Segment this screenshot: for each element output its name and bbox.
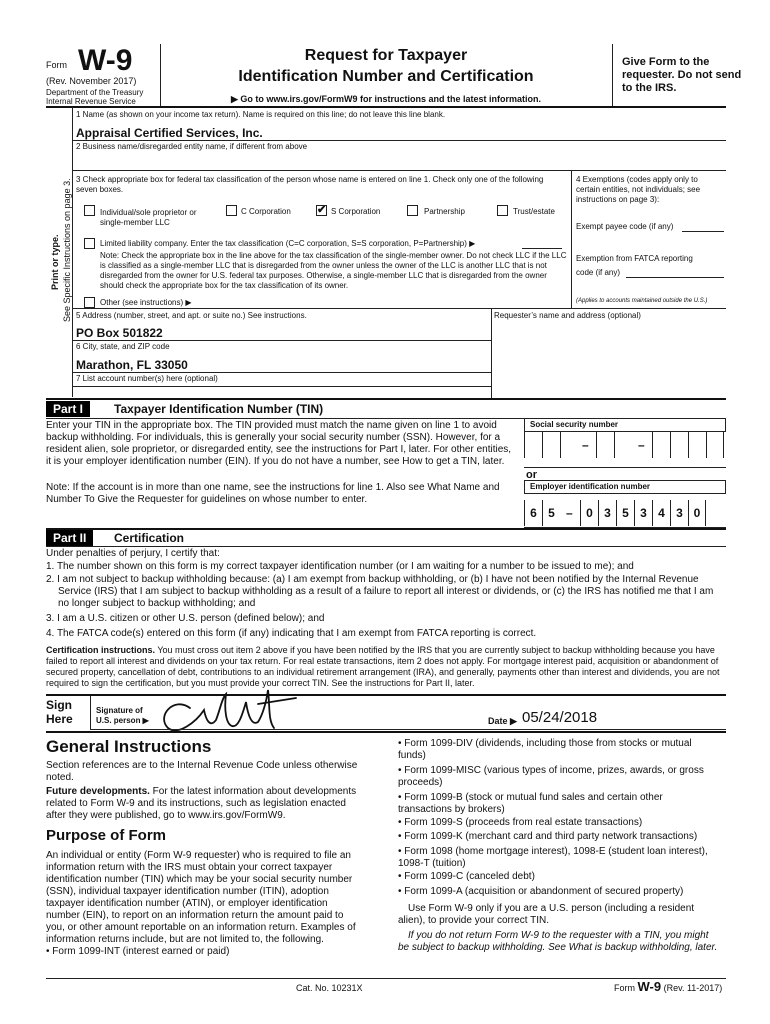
exempt-payee-label: Exempt payee code (if any) bbox=[576, 222, 674, 231]
line3-label: 3 Check appropriate box for federal tax classification of the person whose name is entered on line 1. Check only one of the following seven boxes. bbox=[76, 175, 544, 194]
bullet-1099-div: • Form 1099-DIV (dividends, including those from stocks or mutual funds) bbox=[398, 738, 692, 761]
line1-label: 1 Name (as shown on your income tax return). Name is required on this line; do not leave this line blank. bbox=[76, 110, 446, 119]
bullet-1099-k: • Form 1099-K (merchant card and third party network transactions) bbox=[398, 831, 698, 842]
side-label-print: Print or type. bbox=[50, 234, 60, 290]
cert-instructions: Certification instructions. You must cross out item 2 above if you have been notified by the IRS that you are currently subject to backup withholding because you have failed to report all interest and dividends on your tax return. For real estate transactions, item 2 does not apply. For mortgage interest paid, acquisition or abandonment of secured property, cancellation of debt, contributions to an individual retirement arrangement (IRA), and generally, payments other than interest and dividends, you are not required to sign the certification, but you must provide your correct TIN. See the instructions for Part II, later. bbox=[46, 645, 720, 688]
fatca-code-label: code (if any) bbox=[576, 268, 621, 277]
form-name: W-9 bbox=[78, 44, 133, 77]
ein-digit: 3 bbox=[670, 500, 688, 526]
ein-digit: 3 bbox=[598, 500, 616, 526]
part1-label: Part I bbox=[46, 401, 90, 417]
department: Department of the Treasury bbox=[46, 88, 144, 97]
form-title-line2: Identification Number and Certification bbox=[238, 68, 534, 85]
bullet-1099-c: • Form 1099-C (canceled debt) bbox=[398, 871, 535, 882]
checkbox-c-corp[interactable] bbox=[226, 205, 237, 216]
ein-digit: 5 bbox=[616, 500, 634, 526]
footer-form-id: Form W-9 (Rev. 11-2017) bbox=[614, 979, 723, 994]
ein-digit: 3 bbox=[634, 500, 652, 526]
ein-digit: 0 bbox=[688, 500, 706, 526]
llc-label: Limited liability company. Enter the tax classification (C=C corporation, S=S corporation, P=Partnership) ▶ bbox=[100, 239, 476, 248]
sign-here-label: Sign Here bbox=[46, 698, 73, 726]
ein-dash: – bbox=[566, 506, 573, 520]
llc-tax-class-field[interactable] bbox=[522, 248, 562, 249]
line2-label: 2 Business name/disregarded entity name, if different from above bbox=[76, 142, 308, 151]
option-trust-label: Trust/estate bbox=[513, 207, 555, 216]
instructions-link[interactable]: ▶ Go to www.irs.gov/FormW9 for instructions and the latest information. bbox=[230, 94, 542, 104]
option-individual-label: Individual/sole proprietor or single-member LLC bbox=[100, 208, 197, 227]
checkbox-trust[interactable] bbox=[497, 205, 508, 216]
fatca-label: Exemption from FATCA reporting bbox=[576, 254, 693, 263]
give-form-note: Give Form to the requester. Do not send to the IRS. bbox=[622, 56, 742, 94]
or-label: or bbox=[526, 469, 537, 481]
fatca-applies-note: (Applies to accounts maintained outside the U.S.) bbox=[576, 298, 708, 304]
bullet-1099-int: • Form 1099-INT (interest earned or paid) bbox=[46, 946, 230, 957]
ein-digit: 5 bbox=[542, 500, 560, 526]
ssn-dash: – bbox=[582, 438, 589, 452]
form-prefix: Form bbox=[46, 60, 67, 70]
checkbox-individual[interactable] bbox=[84, 205, 95, 216]
part1-text: Enter your TIN in the appropriate box. The TIN provided must match the name given on line 1 to avoid backup withholding. For individuals, this is generally your social security number (SSN). However, for a resident alien, sole proprietor, or disregarded entity, see the instructions for Part I, later. For other entities, it is your employer identification number (EIN). If you do not have a number, see How to get a TIN, later. bbox=[46, 420, 512, 467]
checkbox-other[interactable] bbox=[84, 297, 95, 308]
checkbox-partnership[interactable] bbox=[407, 205, 418, 216]
ein-digit: 6 bbox=[524, 500, 542, 526]
exempt-payee-field[interactable] bbox=[682, 231, 724, 232]
agency: Internal Revenue Service bbox=[46, 97, 136, 106]
form-title-line1: Request for Taxpayer bbox=[304, 47, 468, 64]
fatca-code-field[interactable] bbox=[626, 277, 724, 278]
ein-digit: 4 bbox=[652, 500, 670, 526]
cert-item-1: 1. The number shown on this form is my correct taxpayer identification number (or I am waiting for a number to be issued to me); and bbox=[46, 561, 634, 572]
bullet-1099-misc: • Form 1099-MISC (various types of income, prizes, awards, or gross proceeds) bbox=[398, 765, 704, 788]
future-developments: Future developments. For the latest information about developments related to Form W-9 and its instructions, such as legislation enacted after they were published, go to www.irs.gov/FormW9. bbox=[46, 786, 357, 821]
bullet-1099-a: • Form 1099-A (acquisition or abandonment of secured property) bbox=[398, 886, 684, 897]
line7-label: 7 List account number(s) here (optional) bbox=[76, 374, 218, 383]
revision: (Rev. November 2017) bbox=[46, 76, 137, 86]
ssn-label: Social security number bbox=[530, 420, 619, 429]
line6-label: 6 City, state, and ZIP code bbox=[76, 342, 170, 351]
city-state-zip-field[interactable]: Marathon, FL 33050 bbox=[76, 358, 188, 372]
bullet-1098: • Form 1098 (home mortgage interest), 1098-E (student loan interest), 1098-T (tuition) bbox=[398, 846, 708, 869]
name-field[interactable]: Appraisal Certified Services, Inc. bbox=[76, 126, 263, 140]
option-s-corp-label: S Corporation bbox=[331, 207, 381, 216]
general-p1: Section references are to the Internal Revenue Code unless otherwise noted. bbox=[46, 760, 358, 783]
ein-digit: 0 bbox=[580, 500, 598, 526]
part2-title: Certification bbox=[114, 531, 185, 545]
cert-item-4: 4. The FATCA code(s) entered on this form (if any) indicating that I am exempt from FATCA reporting is correct. bbox=[46, 628, 537, 639]
line4-label: 4 Exemptions (codes apply only to certain entities, not individuals; see instructions on page 3): bbox=[576, 175, 701, 204]
part1-note: Note: If the account is in more than one name, see the instructions for line 1. Also see What Name and Number To Give the Requester for guidelines on whose number to enter. bbox=[46, 482, 500, 505]
general-instructions-heading: General Instructions bbox=[46, 737, 212, 756]
catalog-number: Cat. No. 10231X bbox=[296, 983, 363, 993]
cert-intro: Under penalties of perjury, I certify that: bbox=[46, 548, 220, 559]
purpose-text: An individual or entity (Form W-9 requester) who is required to file an information return with the IRS must obtain your correct taxpayer identification number (TIN) which may be your social security number (SSN), individual taxpayer identification number (ITIN), adoption taxpayer identification number (ATIN), or employer identification number (EIN), to report on an information return the amount paid to you, or other amount reportable on an information return. Examples of information returns include, but are not limited to, the following. bbox=[46, 850, 356, 945]
ssn-dash-2: – bbox=[638, 438, 645, 452]
date-label: Date ▶ bbox=[488, 716, 517, 726]
cert-item-2: 2. I am not subject to backup withholding because: (a) I am exempt from backup withholding, or (b) I have not been notified by the Internal Revenue Service (IRS) that I am subject to backup withholding as a result of a failure to report all interest or dividends, or (c) the IRS has notified me that I am no longer subject to backup withholding; and bbox=[46, 574, 714, 609]
line5-label: 5 Address (number, street, and apt. or suite no.) See instructions. bbox=[76, 311, 307, 320]
purpose-heading: Purpose of Form bbox=[46, 827, 167, 844]
cert-item-3: 3. I am a U.S. citizen or other U.S. person (defined below); and bbox=[46, 613, 325, 624]
signature-image[interactable] bbox=[150, 680, 320, 736]
signature-label: Signature of U.S. person ▶ bbox=[96, 706, 149, 725]
ein-label: Employer identification number bbox=[530, 482, 651, 491]
ein-field[interactable] bbox=[524, 500, 726, 528]
llc-note: Note: Check the appropriate box in the line above for the tax classification of the single-member owner. Do not check LLC if the LLC is classified as a single-member LLC that is disregarded from the owner unless the owner of the LLC is another LLC that is not disregarded from the owner for U.S. federal tax purposes. Otherwise, a single-member LLC that is disregarded from the owner should check the appropriate box for the tax classification of its owner. bbox=[100, 251, 567, 290]
option-c-corp-label: C Corporation bbox=[241, 207, 291, 216]
address-field[interactable]: PO Box 501822 bbox=[76, 326, 163, 340]
checkmark-icon: ✔ bbox=[317, 204, 327, 216]
if-not-text: If you do not return Form W-9 to the requester with a TIN, you might be subject to backup withholding. See What is backup withholding, later. bbox=[398, 930, 718, 953]
bullet-1099-b: • Form 1099-B (stock or mutual fund sales and certain other transactions by brokers) bbox=[398, 792, 663, 815]
checkbox-s-corp[interactable] bbox=[316, 205, 327, 216]
side-label-see: See Specific Instructions on page 3. bbox=[62, 178, 72, 322]
date-field[interactable]: 05/24/2018 bbox=[522, 709, 598, 726]
part2-label: Part II bbox=[46, 530, 93, 546]
bullet-1099-s: • Form 1099-S (proceeds from real estate transactions) bbox=[398, 817, 643, 828]
ssn-field[interactable] bbox=[524, 432, 726, 468]
checkbox-llc[interactable] bbox=[84, 238, 95, 249]
use-form-text: Use Form W-9 only if you are a U.S. person (including a resident alien), to provide your correct TIN. bbox=[398, 903, 695, 926]
requester-label: Requester’s name and address (optional) bbox=[494, 311, 641, 320]
option-partnership-label: Partnership bbox=[424, 207, 465, 216]
other-label: Other (see instructions) ▶ bbox=[100, 298, 192, 307]
part1-title: Taxpayer Identification Number (TIN) bbox=[114, 402, 324, 416]
